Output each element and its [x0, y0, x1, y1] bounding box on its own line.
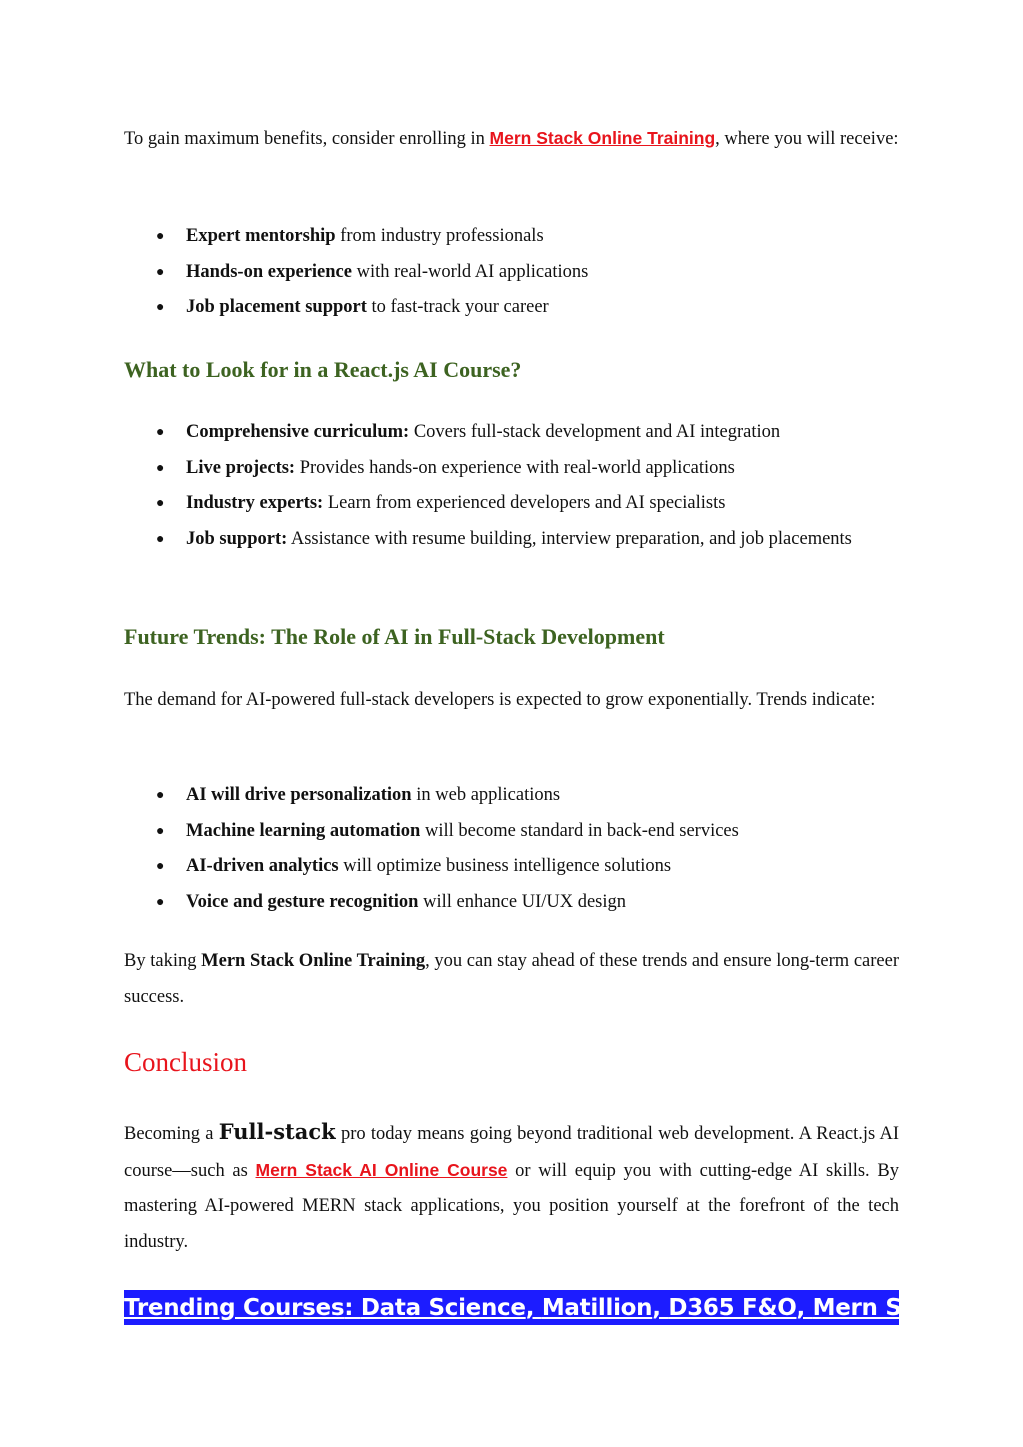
bullet-icon: ● — [156, 460, 165, 476]
full-stack-emphasis: Full-stack — [218, 1119, 336, 1144]
list-item: ● Job placement support to fast-track your career — [124, 290, 899, 326]
list-item: ● Expert mentorship from industry professionals — [124, 219, 899, 255]
bullet-icon: ● — [156, 859, 165, 874]
heading-trends: Future Trends: The Role of AI in Full-Stack Development — [124, 624, 665, 649]
benefits-list — [124, 219, 899, 326]
intro-text-end: , where you will receive: — [715, 129, 899, 149]
course-link-data-science[interactable]: Data Science — [360, 1294, 526, 1321]
trending-courses-banner: Trending Courses : Data Science , Matillion , D365 F&O , Mern Stack Ai — [124, 1290, 899, 1325]
list-item: ● Live projects: Provides hands-on experience with real-world applications — [124, 451, 899, 487]
bullet-icon: ● — [156, 823, 165, 839]
bullet-icon: ● — [156, 894, 165, 910]
list-item: ● Job support: Assistance with resume building, interview preparation, and job placements — [124, 522, 899, 558]
trends-intro: The demand for AI-powered full-stack developers is expected to grow exponentially. Trends indicate: — [124, 690, 876, 710]
bullet-icon: ● — [156, 264, 165, 280]
bullet-icon: ● — [156, 425, 165, 440]
mern-training-link[interactable]: Mern Stack Online Training — [489, 128, 716, 148]
course-link-matillion[interactable]: Matillion — [541, 1294, 653, 1321]
course-link-mern-stack-ai[interactable]: Mern Stack Ai — [812, 1294, 989, 1321]
mern-ai-course-link[interactable]: Mern Stack AI Online Course — [255, 1159, 508, 1180]
trending-label: Trending Courses — [124, 1294, 345, 1321]
criteria-list — [124, 415, 899, 557]
bullet-icon: ● — [156, 229, 165, 244]
list-item: ● Voice and gesture recognition will enhance UI/UX design — [124, 885, 899, 921]
list-item: ● Comprehensive curriculum: Covers full-stack development and AI integration — [124, 415, 899, 451]
list-item: ● AI will drive personalization in web applications — [124, 778, 899, 814]
bullet-icon: ● — [156, 531, 165, 547]
course-link-d365[interactable]: D365 F&O — [668, 1294, 797, 1321]
bullet-icon: ● — [156, 496, 165, 511]
bullet-icon: ● — [156, 788, 165, 803]
intro-text: To gain maximum benefits, consider enrolling in — [124, 129, 490, 149]
list-item: ● Machine learning automation will become standard in back-end services — [124, 814, 899, 850]
bullet-icon: ● — [156, 300, 165, 315]
list-item: ● Industry experts: Learn from experienced developers and AI specialists — [124, 486, 899, 522]
intro-paragraph — [124, 121, 899, 158]
conclusion-paragraph: Becoming a Full-stack pro today means going beyond traditional web development. A React.js AI course—such as Mern Stack AI Online Course or will equip you with cutting-edge AI skills. By mastering AI-powered MERN stack applications, you position yourself at the forefront of the tech industry. — [124, 1119, 899, 1252]
trends-list — [124, 778, 899, 920]
list-item: ● Hands-on experience with real-world AI applications — [124, 255, 899, 291]
heading-course: What to Look for in a React.js AI Course? — [124, 357, 522, 382]
heading-conclusion: Conclusion — [124, 1047, 248, 1077]
taking-paragraph: By taking Mern Stack Online Training, you can stay ahead of these trends and ensure long-term career success. — [124, 951, 899, 1007]
list-item: ● AI-driven analytics will optimize business intelligence solutions — [124, 849, 899, 885]
